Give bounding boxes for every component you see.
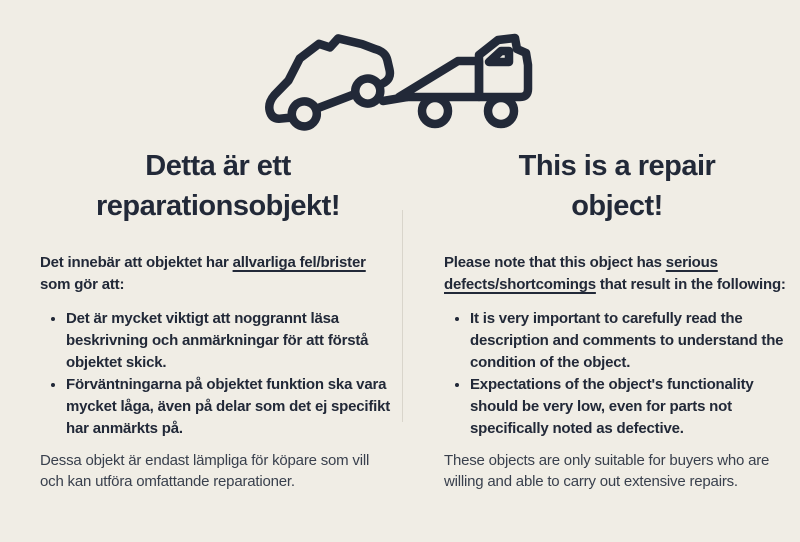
truck-ramp — [399, 61, 479, 97]
tow-truck-icon — [259, 8, 541, 132]
heading-line: This is a repair — [518, 150, 716, 182]
notice-column-swedish — [40, 132, 396, 492]
intro-text: that result in the following: — [595, 276, 786, 293]
truck-rear-wheel — [422, 98, 448, 124]
intro-text: Det innebär att objektet har — [40, 254, 233, 271]
underlined-phrase-english: serious defects/shortcomings — [444, 254, 718, 293]
car-front-wheel — [289, 99, 319, 129]
car-being-towed-illustration — [259, 8, 541, 132]
bullet-list-english — [444, 308, 790, 440]
footer-english: These objects are only suitable for buyers who are willing and able to carry out extensive repairs. — [444, 452, 770, 490]
repair-object-notice — [0, 8, 800, 542]
intro-english — [444, 252, 790, 296]
car-rear-wheel — [353, 76, 383, 106]
car-body — [259, 29, 395, 123]
heading-swedish — [40, 146, 396, 226]
notice-columns — [0, 132, 800, 492]
bullet-item: • It is very important to carefully read the description and comments to understand the condition of the object. — [470, 308, 790, 374]
bullet-item: • Förväntningarna på objektet funktion ska vara mycket låga, även på delar som det ej specifikt har anmärkts på. — [66, 374, 396, 440]
intro-swedish — [40, 252, 396, 296]
column-divider — [402, 210, 403, 422]
notice-column-english — [444, 132, 790, 492]
heading-english — [444, 146, 790, 226]
heading-line: reparationsobjekt! — [96, 190, 340, 222]
footer-swedish: Dessa objekt är endast lämpliga för köpare som vill och kan utföra omfattande reparationer. — [40, 452, 370, 490]
intro-text: som gör att: — [40, 276, 125, 293]
damaged-car — [259, 29, 398, 132]
heading-line: Detta är ett — [145, 150, 291, 182]
truck-window — [489, 51, 509, 62]
bullet-list-swedish — [40, 308, 396, 440]
bullet-item: • Expectations of the object's functionality should be very low, even for parts not specifically noted as defective. — [470, 374, 790, 440]
bullet-item: • Det är mycket viktigt att noggrannt läsa beskrivning och anmärkningar för att förstå objektet skick. — [66, 308, 396, 374]
underlined-phrase-swedish: allvarliga fel/brister — [232, 254, 366, 271]
intro-text: Please note that this object has — [444, 254, 666, 271]
truck-front-wheel — [488, 98, 514, 124]
heading-line: object! — [571, 190, 663, 222]
